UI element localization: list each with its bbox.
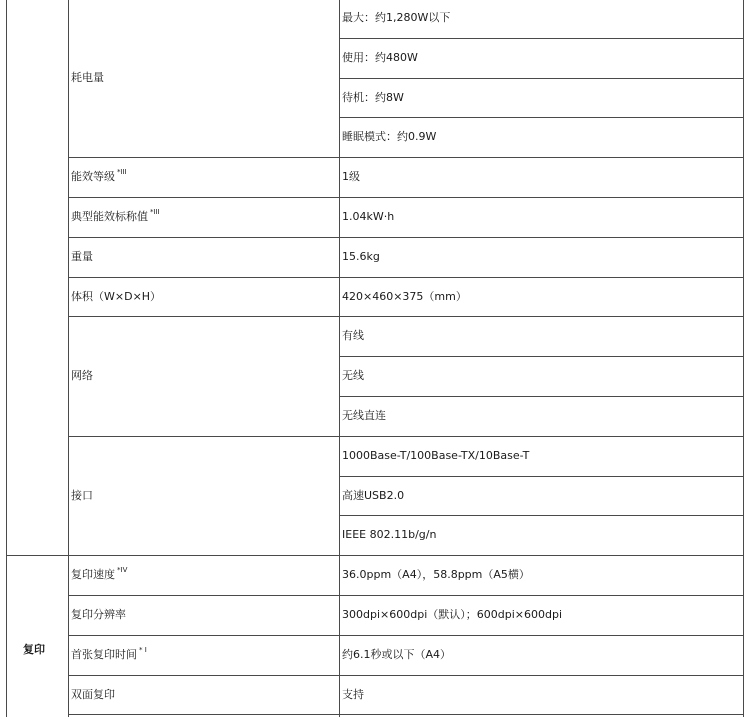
row-divider xyxy=(68,197,744,198)
row-divider xyxy=(68,714,744,715)
value-cell: 待机：约8W xyxy=(342,90,404,104)
row-divider xyxy=(68,675,744,676)
value-cell: 1000Base-T/100Base-TX/10Base-T xyxy=(342,448,530,462)
value-cell: 无线直连 xyxy=(342,408,386,422)
column-border xyxy=(68,0,69,717)
value-cell: 无线 xyxy=(342,369,364,383)
spec-name-label: 典型能效标称值 xyxy=(71,209,148,223)
value-cell: 最大：约1,280W以下 xyxy=(342,10,451,24)
value-cell: 1.04kW·h xyxy=(342,209,395,223)
spec-name-label: 体积（W×D×H） xyxy=(71,289,162,303)
value-cell: 300dpi×600dpi（默认）；600dpi×600dpi xyxy=(342,607,562,621)
spec-name-label: 复印速度 xyxy=(71,568,115,582)
row-divider xyxy=(68,237,744,238)
spec-name xyxy=(71,369,93,383)
row-divider xyxy=(68,277,744,278)
row-divider xyxy=(68,157,744,158)
column-border xyxy=(339,0,340,717)
subrow-divider xyxy=(339,78,744,79)
spec-name xyxy=(71,568,127,583)
spec-name xyxy=(71,645,147,663)
row-divider xyxy=(68,436,744,437)
spec-name xyxy=(71,290,161,304)
section-divider xyxy=(6,555,744,556)
spec-name-label: 首张复印时间 xyxy=(71,647,137,661)
spec-name xyxy=(71,489,93,503)
spec-name-label: 双面复印 xyxy=(71,687,115,701)
spec-name-label: 接口 xyxy=(71,488,93,502)
footnote-marker: * I xyxy=(139,645,147,654)
value-cell: 支持 xyxy=(342,687,364,701)
footnote-marker: *III xyxy=(150,207,160,216)
spec-name xyxy=(71,170,127,185)
spec-name xyxy=(71,207,160,225)
value-cell: 1级 xyxy=(342,170,360,184)
subrow-divider xyxy=(339,356,744,357)
value-cell: 使用：约480W xyxy=(342,50,418,64)
value-cell: 高速USB2.0 xyxy=(342,488,405,502)
row-divider xyxy=(68,635,744,636)
footnote-marker: *IV xyxy=(117,566,128,575)
value-cell: 36.0ppm（A4），58.8ppm（A5横） xyxy=(342,568,530,582)
spec-name-label: 网络 xyxy=(71,369,93,383)
footnote-marker: *III xyxy=(117,168,127,177)
subrow-divider xyxy=(339,396,744,397)
spec-name xyxy=(71,250,93,264)
row-divider xyxy=(68,595,744,596)
value-cell: IEEE 802.11b/g/n xyxy=(342,528,437,542)
subrow-divider xyxy=(339,117,744,118)
column-border xyxy=(743,0,744,717)
spec-name xyxy=(71,688,115,702)
subrow-divider xyxy=(339,515,744,516)
spec-name-label: 重量 xyxy=(71,249,93,263)
value-cell: 有线 xyxy=(342,329,364,343)
spec-name xyxy=(71,608,126,622)
column-border xyxy=(6,0,7,717)
spec-name xyxy=(71,71,104,85)
value-cell: 约6.1秒或以下（A4） xyxy=(342,647,452,661)
value-cell: 15.6kg xyxy=(342,249,380,263)
spec-name-label: 能效等级 xyxy=(71,170,115,184)
subrow-divider xyxy=(339,476,744,477)
value-cell: 睡眠模式：约0.9W xyxy=(342,130,437,144)
subrow-divider xyxy=(339,38,744,39)
spec-name-label: 耗电量 xyxy=(71,70,104,84)
row-divider xyxy=(68,316,744,317)
category-label: 复印 xyxy=(23,642,45,656)
value-cell: 420×460×375（mm） xyxy=(342,289,467,303)
spec-name-label: 复印分辨率 xyxy=(71,607,126,621)
